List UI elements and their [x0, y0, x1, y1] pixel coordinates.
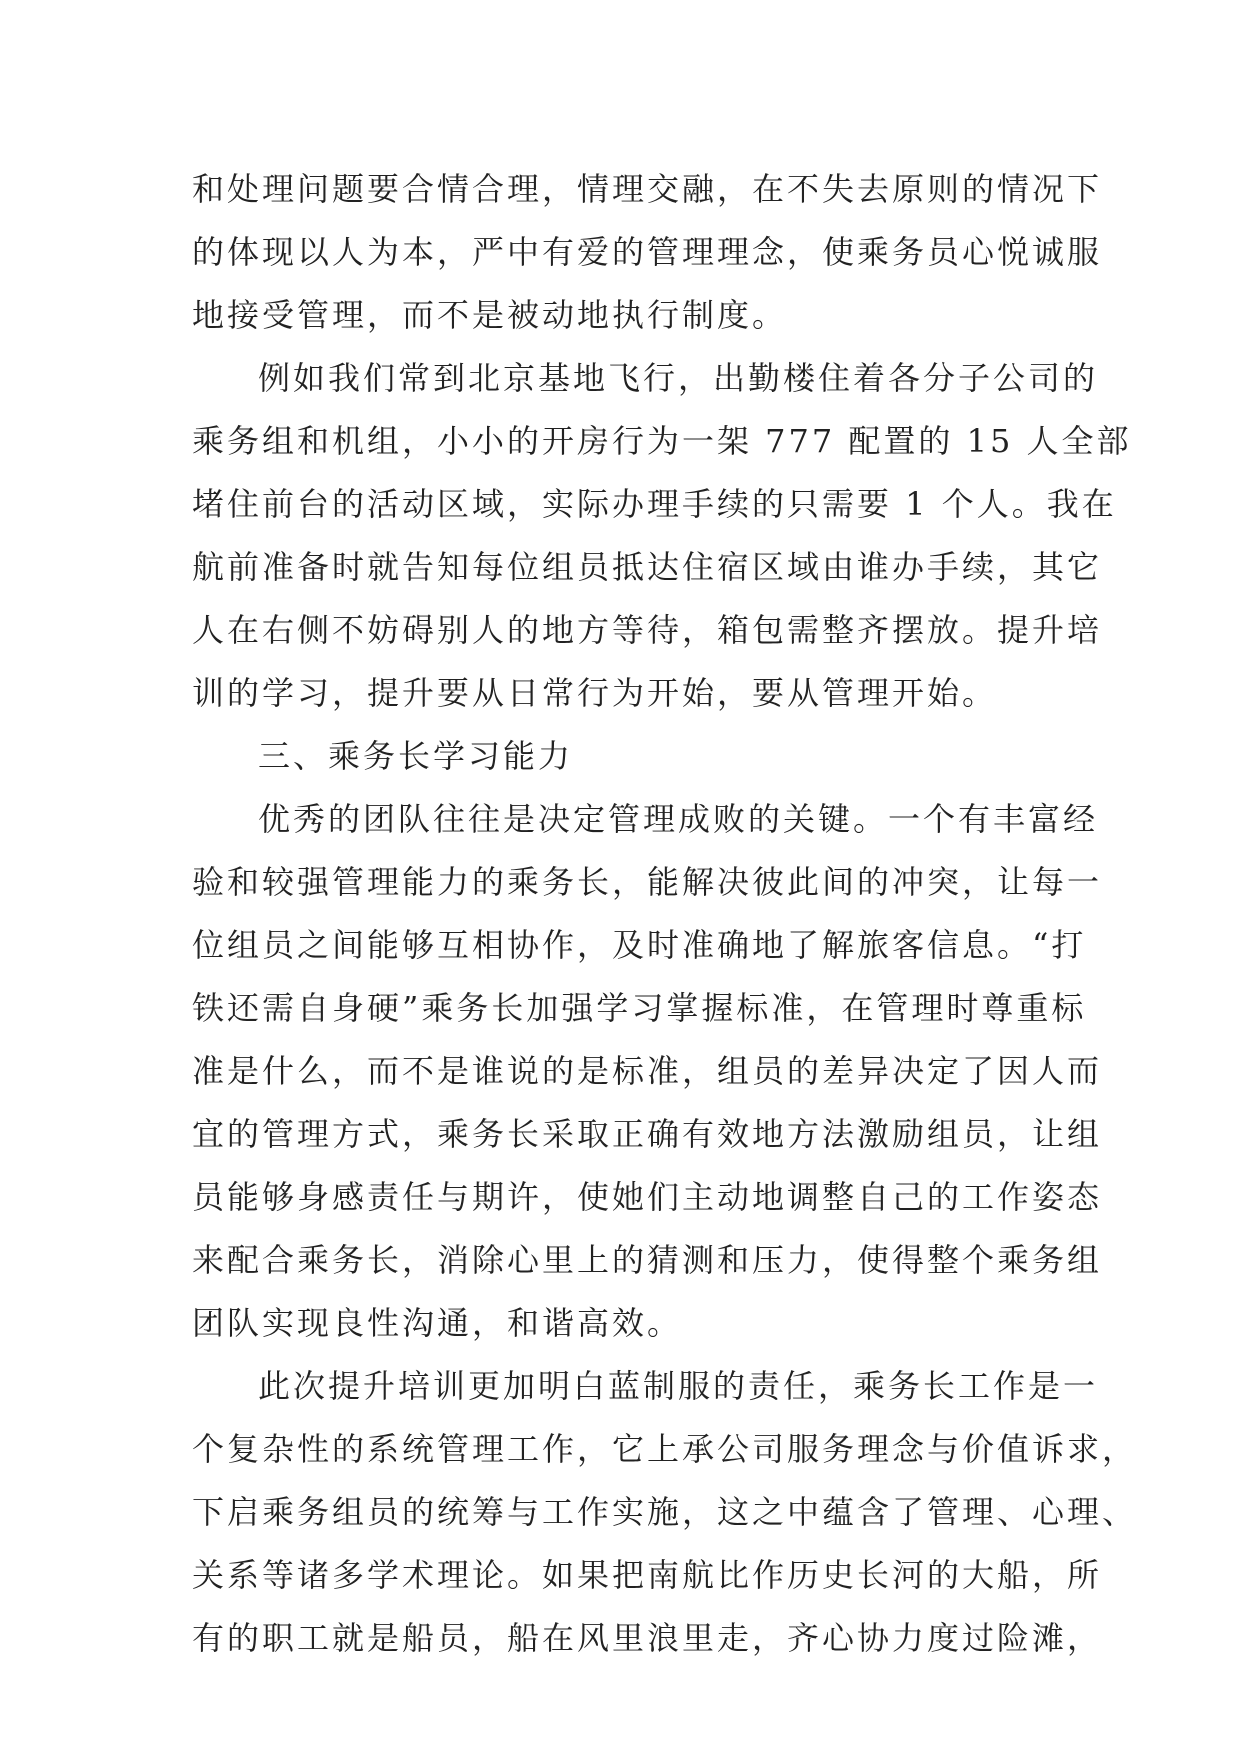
text-line: 航前准备时就告知每位组员抵达住宿区域由谁办手续，其它 — [192, 548, 1103, 586]
text-line: 个复杂性的系统管理工作，它上承公司服务理念与价值诉求， — [192, 1430, 1138, 1468]
text-line: 员能够身感责任与期许，使她们主动地调整自己的工作姿态 — [192, 1178, 1103, 1216]
text-line: 堵住前台的活动区域，实际办理手续的只需要 1 个人。我在 — [192, 485, 1117, 523]
text-line: 位组员之间能够互相协作，及时准确地了解旅客信息。“打 — [192, 926, 1087, 964]
text-line: 铁还需自身硬”乘务长加强学习掌握标准，在管理时尊重标 — [192, 989, 1087, 1027]
text-line: 训的学习，提升要从日常行为开始，要从管理开始。 — [192, 674, 998, 712]
text-line: 团队实现良性沟通，和谐高效。 — [192, 1304, 683, 1342]
text-line: 验和较强管理能力的乘务长，能解决彼此间的冲突，让每一 — [192, 863, 1103, 901]
text-line: 例如我们常到北京基地飞行，出勤楼住着各分子公司的 — [258, 359, 1099, 397]
text-line: 来配合乘务长，消除心里上的猜测和压力，使得整个乘务组 — [192, 1241, 1103, 1279]
body-text — [192, 158, 1138, 1670]
text-line: 关系等诸多学术理论。如果把南航比作历史长河的大船，所 — [192, 1556, 1103, 1594]
text-line: 乘务组和机组，小小的开房行为一架 777 配置的 15 人全部 — [192, 422, 1132, 460]
text-line: 和处理问题要合情合理，情理交融，在不失去原则的情况下 — [192, 170, 1103, 208]
text-line: 人在右侧不妨碍别人的地方等待，箱包需整齐摆放。提升培 — [192, 611, 1103, 649]
text-line: 地接受管理，而不是被动地执行制度。 — [192, 296, 788, 334]
text-line: 准是什么，而不是谁说的是标准，组员的差异决定了因人而 — [192, 1052, 1103, 1090]
text-line: 的体现以人为本，严中有爱的管理理念，使乘务员心悦诚服 — [192, 233, 1103, 271]
text-line: 三、乘务长学习能力 — [258, 737, 574, 775]
text-line: 有的职工就是船员，船在风里浪里走，齐心协力度过险滩， — [192, 1619, 1103, 1657]
text-line: 优秀的团队往往是决定管理成败的关键。一个有丰富经 — [258, 800, 1099, 838]
text-line: 宜的管理方式，乘务长采取正确有效地方法激励组员，让组 — [192, 1115, 1103, 1153]
text-line: 此次提升培训更加明白蓝制服的责任，乘务长工作是一 — [258, 1367, 1099, 1405]
text-line: 下启乘务组员的统筹与工作实施，这之中蕴含了管理、心理、 — [192, 1493, 1138, 1531]
